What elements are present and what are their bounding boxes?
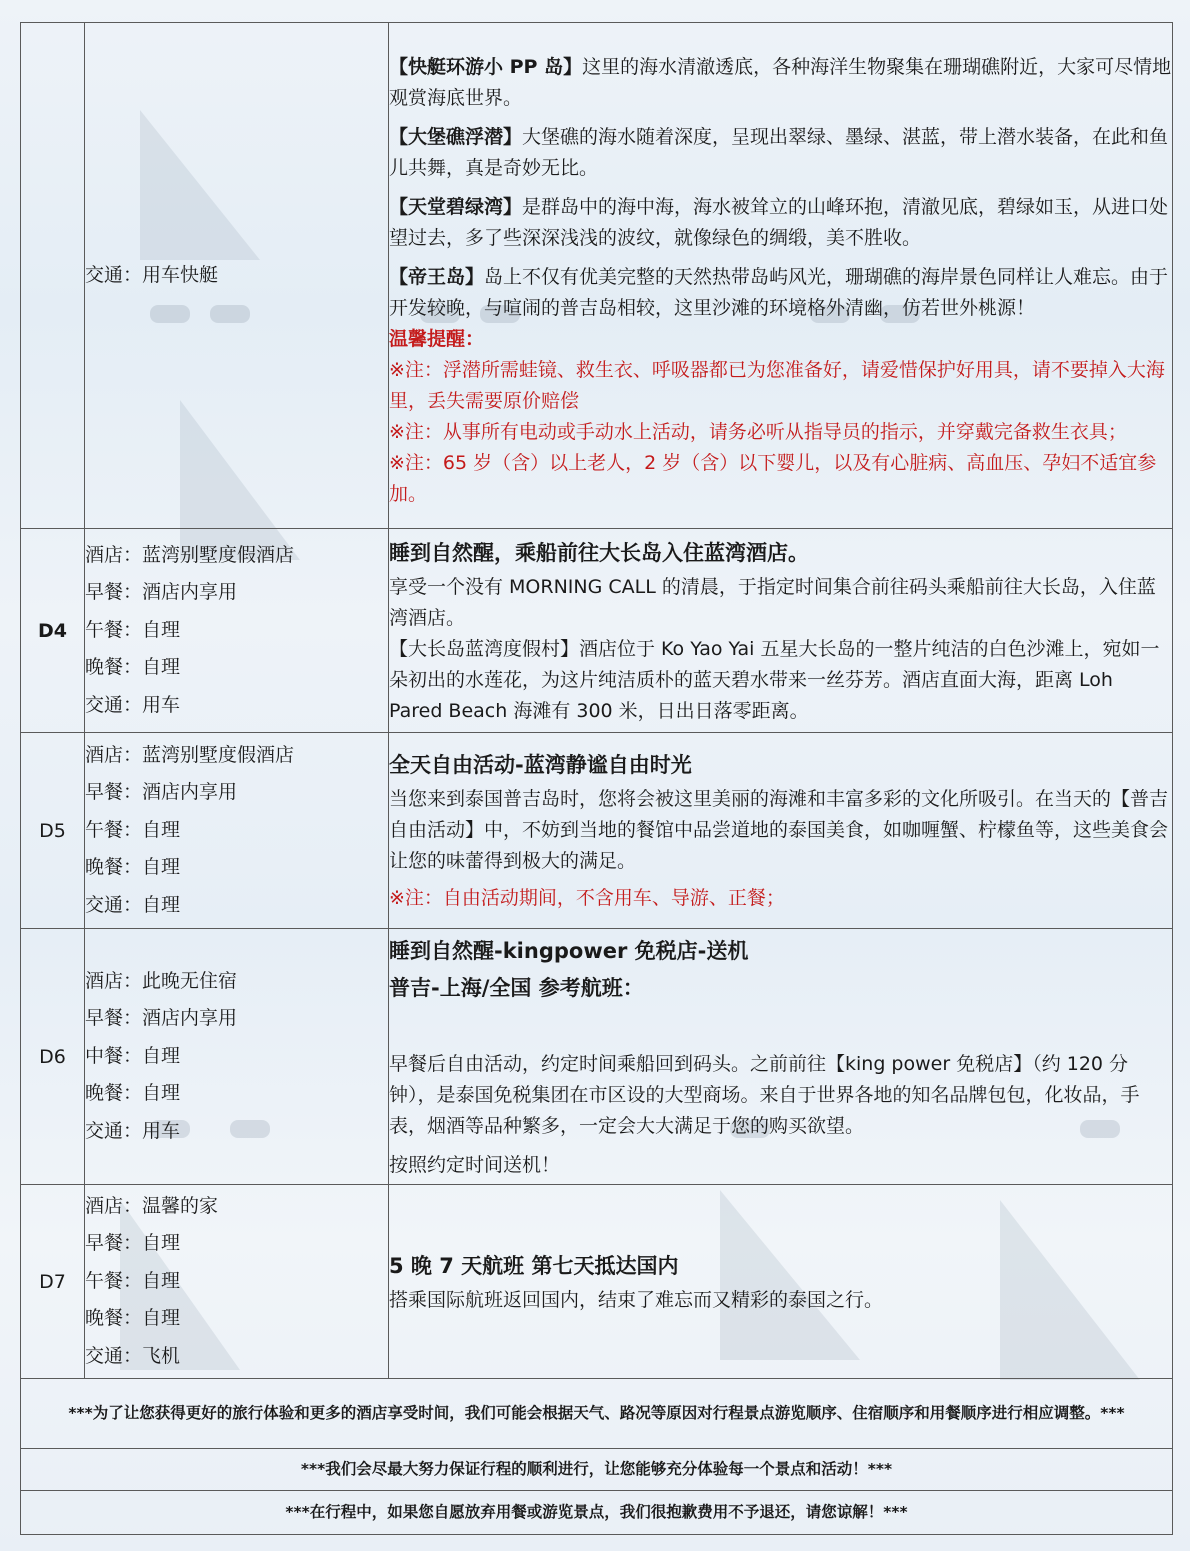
breakfast-info: 早餐：酒店内享用 [85, 581, 238, 604]
day-row-d7 [21, 1185, 1173, 1379]
day-label: D7 [21, 1185, 85, 1379]
footer-note: ***我们会尽最大努力保证行程的顺利进行，让您能够充分体验每一个景点和活动！*** [21, 1449, 1173, 1491]
meal-info-cell [85, 529, 389, 733]
lunch-info: 午餐：自理 [85, 1269, 181, 1292]
hotel-info: 酒店：蓝湾别墅度假酒店 [85, 543, 295, 566]
attraction-item: 【帝王岛】岛上不仅有优美完整的天然热带岛屿风光，珊瑚礁的海岸景色同样让人难忘。由于开发较晚，与喧闹的普吉岛相较，这里沙滩的环境格外清幽，仿若世外桃源！ [389, 265, 1169, 319]
description-cell [389, 529, 1173, 733]
transport-info: 交通：用车 [85, 693, 181, 716]
day-row-d6 [21, 929, 1173, 1185]
hotel-info: 酒店：蓝湾别墅度假酒店 [85, 743, 295, 766]
description-cell [389, 23, 1173, 529]
day-row-d5 [21, 733, 1173, 929]
dinner-info: 晚餐：自理 [85, 656, 181, 679]
hotel-info: 酒店：温馨的家 [85, 1194, 219, 1217]
tip-note: ※注：从事所有电动或手动水上活动，请务必听从指导员的指示，并穿戴完备救生衣具； [389, 420, 1127, 443]
day-row-d4 [21, 529, 1173, 733]
lunch-info: 中餐：自理 [85, 1044, 181, 1067]
transport-info: 交通：飞机 [85, 1344, 181, 1367]
day-label: D6 [21, 929, 85, 1185]
dinner-info: 晚餐：自理 [85, 1082, 181, 1105]
day-headline: 全天自由活动-蓝湾静谧自由时光 [389, 753, 692, 777]
transport-info: 交通：用车快艇 [85, 263, 219, 286]
tip-note: ※注：浮潜所需蛙镜、救生衣、呼吸器都已为您准备好，请爱惜保护好用具，请不要掉入大海里，丢失需要原价赔偿 [389, 358, 1165, 412]
transport-info: 交通：用车 [85, 1119, 181, 1142]
tip-note: ※注：65 岁（含）以上老人，2 岁（含）以下婴儿，以及有心脏病、高血压、孕妇不适宜参加。 [389, 451, 1157, 505]
dinner-info: 晚餐：自理 [85, 1307, 181, 1330]
lunch-info: 午餐：自理 [85, 618, 181, 641]
breakfast-info: 早餐：酒店内享用 [85, 1007, 238, 1030]
footer-note-row [21, 1379, 1173, 1449]
meal-info-cell [85, 733, 389, 929]
day-headline: 睡到自然醒，乘船前往大长岛入住蓝湾酒店。 [389, 540, 809, 565]
day-paragraph: 当您来到泰国普吉岛时，您将会被这里美丽的海滩和丰富多彩的文化所吸引。在当天的【普吉自由活动】中，不妨到当地的餐馆中品尝道地的泰国美食，如咖喱蟹、柠檬鱼等，这些美食会让您的味蕾得到极大的满足。 [389, 788, 1169, 872]
breakfast-info: 早餐：自理 [85, 1232, 181, 1255]
day-note: ※注：自由活动期间，不含用车、导游、正餐； [389, 887, 785, 909]
meal-info-cell [85, 929, 389, 1185]
meal-info-cell [85, 1185, 389, 1379]
day-cell [21, 23, 85, 529]
day-label: D4 [21, 529, 85, 733]
day-row-d3-continued [21, 23, 1173, 529]
day-paragraph: 早餐后自由活动，约定时间乘船回到码头。之前前往【king power 免税店】（约 120 分钟），是泰国免税集团在市区设的大型商场。来自于世界各地的知名品牌包包，化妆品，手表，烟酒等品种繁多，一定会大大满足于您的购买欲望。 [389, 1052, 1140, 1137]
attraction-item: 【大堡礁浮潜】大堡礁的海水随着深度，呈现出翠绿、墨绿、湛蓝，带上潜水装备，在此和鱼儿共舞，真是奇妙无比。 [389, 125, 1169, 179]
description-cell [389, 1185, 1173, 1379]
day-paragraph: 享受一个没有 MORNING CALL 的清晨，于指定时间集合前往码头乘船前往大长岛，入住蓝湾酒店。 [389, 575, 1156, 629]
transport-info: 交通：自理 [85, 893, 181, 916]
hotel-info: 酒店：此晚无住宿 [85, 969, 238, 992]
day-paragraph: 按照约定时间送机！ [389, 1153, 561, 1176]
tips-title: 温馨提醒： [389, 327, 485, 350]
description-cell [389, 733, 1173, 929]
day-label: D5 [21, 733, 85, 929]
dinner-info: 晚餐：自理 [85, 856, 181, 879]
attraction-item: 【快艇环游小 PP 岛】这里的海水清澈透底，各种海洋生物聚集在珊瑚礁附近，大家可尽情地观赏海底世界。 [389, 55, 1172, 109]
day-headline: 睡到自然醒-kingpower 免税店-送机 [389, 938, 749, 963]
day-headline: 5 晚 7 天航班 第七天抵达国内 [389, 1253, 679, 1278]
flight-reference-heading: 普吉-上海/全国 参考航班： [389, 975, 644, 1000]
footer-note-row [21, 1491, 1173, 1535]
meal-info-cell [85, 23, 389, 529]
description-cell [389, 929, 1173, 1185]
day-paragraph: 【大长岛蓝湾度假村】酒店位于 Ko Yao Yai 五星大长岛的一整片纯洁的白色沙滩上，宛如一朵初出的水莲花，为这片纯洁质朴的蓝天碧水带来一丝芬芳。酒店直面大海，距离 Loh Pared Beach 海滩有 300 米，日出日落零距离。 [389, 637, 1160, 722]
itinerary-table [20, 22, 1173, 1535]
day-paragraph: 搭乘国际航班返回国内，结束了难忘而又精彩的泰国之行。 [389, 1288, 884, 1311]
lunch-info: 午餐：自理 [85, 818, 181, 841]
breakfast-info: 早餐：酒店内享用 [85, 781, 238, 804]
footer-note-row [21, 1449, 1173, 1491]
footer-note: ***为了让您获得更好的旅行体验和更多的酒店享受时间，我们可能会根据天气、路况等原因对行程景点游览顺序、住宿顺序和用餐顺序进行相应调整。*** [21, 1379, 1173, 1449]
attraction-item: 【天堂碧绿湾】是群岛中的海中海，海水被耸立的山峰环抱，清澈见底，碧绿如玉，从进口处望过去，多了些深深浅浅的波纹，就像绿色的绸缎，美不胜收。 [389, 195, 1169, 249]
footer-note: ***在行程中，如果您自愿放弃用餐或游览景点，我们很抱歉费用不予退还，请您谅解！*** [21, 1491, 1173, 1535]
